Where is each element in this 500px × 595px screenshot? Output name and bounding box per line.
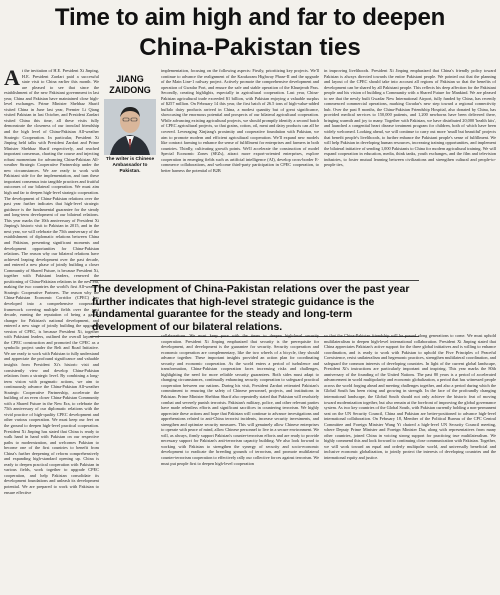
headline-line-2: China-Pakistan ties xyxy=(139,34,361,61)
byline-first: JIANG xyxy=(116,74,144,84)
byline-last: ZAIDONG xyxy=(109,85,151,95)
article-column-2-lower xyxy=(161,333,319,590)
article-column-2-text: implementation, focusing on the following aspects: Firstly, prioritizing key projects. We'll continue to advance the realignment of the Karakoram Highway Phase-II and the upgrade of the Main Line-1 railway project. Actively promote the comprehensive development and operation of Gwadar Port, and ensure the safe and stable operation of the Khunjerab Pass. Secondly, creating highlights, especially in agricultural cooperation. Last year, China-Pakistan agricultural trade exceeded $1 billion, with Pakistan enjoying a valuable surplus of $257 million. On February 14 this year, the first batch of 26.5 tons of high-value-added buffalo dairy products arrived in China, a modest quantity but of great significance, showcasing the enormous potential and prospects of our bilateral agricultural cooperation. While advancing existing agricultural projects, we should promptly identify a second batch of CPEC agricultural projects, so that grains, cotton, oil, meat and dairy products can all be covered. Leveraging Xinjiang's proximity and cooperative foundation with Pakistan, we aim to promote modern and efficient agricultural cooperation. We'll expand new models like contract farming to enhance the sense of fulfillment for enterprises and farmers in both countries. Thirdly, cultivating growth points. We'll accelerate the construction of model Special Economic Zones (SEZs), attract more export-oriented enterprises, explore cooperation in emerging fields such as artificial intelligence (AI), develop cross-border E-commerce collaborations, and welcome third-party participation in CPEC cooperation, to better harness the potential of B2B xyxy=(161,68,319,173)
article-column-3-lower xyxy=(324,333,496,590)
author-portrait-icon xyxy=(104,99,156,155)
article-column-1 xyxy=(4,68,99,590)
article-column-1-text: t the invitation of H.E. President Xi Jinping, H.E. President Zardari paid a successful state visit to China earlier this month. We are pleased to see that since the establishment of the new Pakistani government in last year, China and Pakistan have maintained close high-level exchanges. Prime Minister Shehbaz Sharif visited China in June last year, Premier Li Qiang visited Pakistan in last October, and President Zardari visited China this time, all these visits fully demonstrate the closeness of our ironclad friendship and the high level of China-Pakistan All-weather Strategic Cooperation. In particular, President Xi Jinping held talks with President Zardari and Prime Minister Shehbaz Sharif respectively, and reached important consensus, charting the course and injecting robust momentum for advancing China-Pakistan All-weather Strategic Cooperative Partnership under the new circumstances. We are ready to work with Pakistani side for the implementation, and turn these important consensus into tangible practices and fruitful outcomes of our bilateral cooperation. We must aim high and far to deepen high-level strategic cooperation. The development of China-Pakistan relations over the past year further indicates that high-level strategic guidance is the fundamental guarantee for the steady and long-term development of our bilateral relations. This year marks the 10th anniversary of President Xi Jinping's historic visit to Pakistan in 2015, and in the next year, we will celebrate the 75th anniversary of the establishment of diplomatic relations between China and Pakistan, presenting significant moments and development opportunities for China-Pakistan relations. The reason why our bilateral relations have achieved leaping development over the past decade, and entered a new phase of jointly building a closer Community of Shared Future, is because President Xi, together with Pakistani leaders, renewed the positioning of China-Pakistan relations in the new era, making the two countries the world's first All-weather Strategic Cooperative Partners. The reason why the China-Pakistan Economic Corridor (CPEC) has developed into a comprehensive cooperation framework covering multiple fields over the past decade, earning the reputation of being a game-changer for Pakistan's national development, and entered a new stage of jointly building the upgraded version of CPEC, is because President Xi, together with Pakistani leaders, outlined the overall layout of the CPEC construction and promoted the CPEC as a symbolic project under the Belt and Road Initiative. We are ready to work with Pakistan to fully understand and appreciate the profound significance and valuable insights from President Xi's historic visit and consistently view and develop China-Pakistan relations from a strategic level. By combining a long-term vision with pragmatic actions, we aim to continuously advance the China-Pakistan All-weather Strategic Cooperative Partnership, accelerate the building of an even closer China-Pakistan Community with a Shared Future in the New Era, to celebrate the 75th anniversary of our diplomatic relations with the vivid practice of high-quality CPEC development and other various cooperation. We must keep our feet on the ground to deepen high-level practical cooperation. President Xi Jinping has stated that China is ready to walk hand in hand with Pakistan on our respective paths to modernization, and welcomes Pakistan to become one of the first countries to benefit from China's further deepening of reform comprehensively and expanding high-standard opening up. China is ready to deepen practical cooperation with Pakistan in various fields, work together to upgrade CPEC cooperation, and help Pakistan consolidate its development foundations and unleash its development potential. We are prepared to work with Pakistan to ensure effective xyxy=(4,68,99,495)
headline xyxy=(0,4,500,62)
article-column-3-text: in improving livelihoods. President Xi Jinping emphasized that China's friendly policy toward Pakistan is always directed towards the entire Pakistani people. We pointed out that the planning and layout of the CPEC should take into account all regions of Pakistan so that the benefits of development can be shared by all Pakistani people. This reflects his deep affection for the Pakistani people and his vision of building a Community with a Shared Future for Mankind. We are pleased to see that the newly built Gwadar New International Airport, fully funded by China, has recently commenced commercial operations, marking Gwadar's new step toward a regional connectivity hub. Over the past 8 months, the China-Pakistan Friendship Hospital, also donated by China, has provided medical services to 150,000 patients, and 1,200 newborns have been delivered there, bringing warmth and joy to many. Together with Pakistan, we have distributed 20,000 'health kits', and launched a congenital heart disease treatment program for children, both of which have been widely welcomed. Looking ahead, we will continue to carry out more 'small but beautiful' projects that benefit people's livelihoods, to further enhance the Pakistani people's sense of fulfillment. We will help Pakistan in developing human resources, increasing training opportunities, and implement the bilateral initiative of sending 1,000 Pakistanis to China for modern agricultural training. We will expand cooperation in education, media, think tanks, youth exchanges, and the film and television industries, to foster mutual learning between civilizations and strengthen cultural and people-to-people ties, xyxy=(324,68,496,168)
drop-cap: A xyxy=(4,68,20,90)
headline-line-1: Time to aim high and far to deepen xyxy=(54,4,446,31)
article-column-3-lower-text: so that the China-Pakistan friendship will be passed along generations to come. We must uphold multilateralism to deepen high-level international collaboration. President Xi Jinping stated that China appreciates Pakistan's active support for the three global initiatives and is willing to enhance coordination, and is ready to work with Pakistan to uphold the Five Principles of Peaceful Coexistence, resist unilateralism and hegemonic practices, strengthen multilateral coordination, and safeguard the common interests of developing countries. In light of the current global landscape, President Xi's instructions are particularly important and inspiring. This year marks the 80th anniversary of the founding of the United Nations. The past 80 years is a period of accelerated advancement in world multipolarity and economic globalization, a period that has witnessed people across the world forging ahead and meeting challenges together, and also a period during which the Global South has been rising and growing in strength. In the face of the profoundly changing international landscape, the Global South should not only achieve the historic feat of moving toward modernization together, but also remain at the forefront of improving the global governance system. As two key countries of the Global South, with Pakistan currently holding a non-permanent seat on the UN Security Council, China and Pakistan are better-positioned to advance high-level international collaboration. On February 18, Member of the Political Bureau of the CPC Central Committee and Foreign Minister Wang Yi chaired a high-level UN Security Council meeting, where Deputy Prime Minister and Foreign Minister Dar, along with representatives from many other countries, joined China in voicing strong support for practicing true multilateralism. We highly commend this and look forward to continuing close communication with Pakistan. Together, we will work toward an equal and orderly multipolar world, and universally beneficial and inclusive economic globalization, to jointly protect the interests of developing countries and the international equity and justice. xyxy=(324,333,496,461)
article-column-3 xyxy=(324,68,496,276)
byline xyxy=(104,74,156,96)
author-photo xyxy=(104,99,156,155)
article-column-2 xyxy=(161,68,319,276)
article-column-2-lower-text: collaborations. We must keep pace with the times to deepen high-level security cooperation. President Xi Jinping emphasized that security is the prerequisite for development, and development is the guarantee for security. Security cooperation and economic cooperation are complementary, like the two wheels of a bicycle, they should advance together. These important insights provided an action plan for coordinating security and economic cooperation. As the world enters a period of turbulence and transformation, China-Pakistan cooperation faces increasing risks and challenges, highlighting the need for more reliable security guarantees. Both sides must adapt to changing circumstances, continually enhancing security cooperation to safeguard practical cooperation between our nations. During his visit, President Zardari reiterated Pakistan's commitment to ensuring the safety of Chinese personnel, projects, and institutions in Pakistan. Prime Minister Shehbaz Sharif also repeatedly stated that Pakistan will resolutely combat and severely punish terrorists. Pakistan's military, police, and other relevant parties have made relentless efforts and significant sacrifices in countering terrorism. We highly appreciate these actions and hope that Pakistan will continue to advance investigations and apprehensions related to anti-China terrorist incidents, increase security investments, and strengthen and optimize security measures. This will genuinely allow Chinese enterprises to operate with peace of mind, allow Chinese personnel to live in a secure environment. We will, as always, firmly support Pakistan's counter-terrorism efforts and are ready to provide necessary support for Pakistan's anti-terrorism capacity building. We also look forward to working with Pakistan to strengthen the synergy of security and socio-economic development to eradicate the breeding grounds of terrorism, and promote multilateral counter-terrorism cooperation to effectively rally our collective forces against terrorism. We must put people first to deepen high-level cooperation xyxy=(161,333,319,466)
photo-caption: The writer is Chinese Ambassador to Pakistan. xyxy=(105,157,155,174)
pull-quote: The development of China-Pakistan relations over the past year further indicates that high-level strategic guidance is the fundamental guarantee for the steady and long-term development of our bilateral relations. xyxy=(90,280,419,337)
